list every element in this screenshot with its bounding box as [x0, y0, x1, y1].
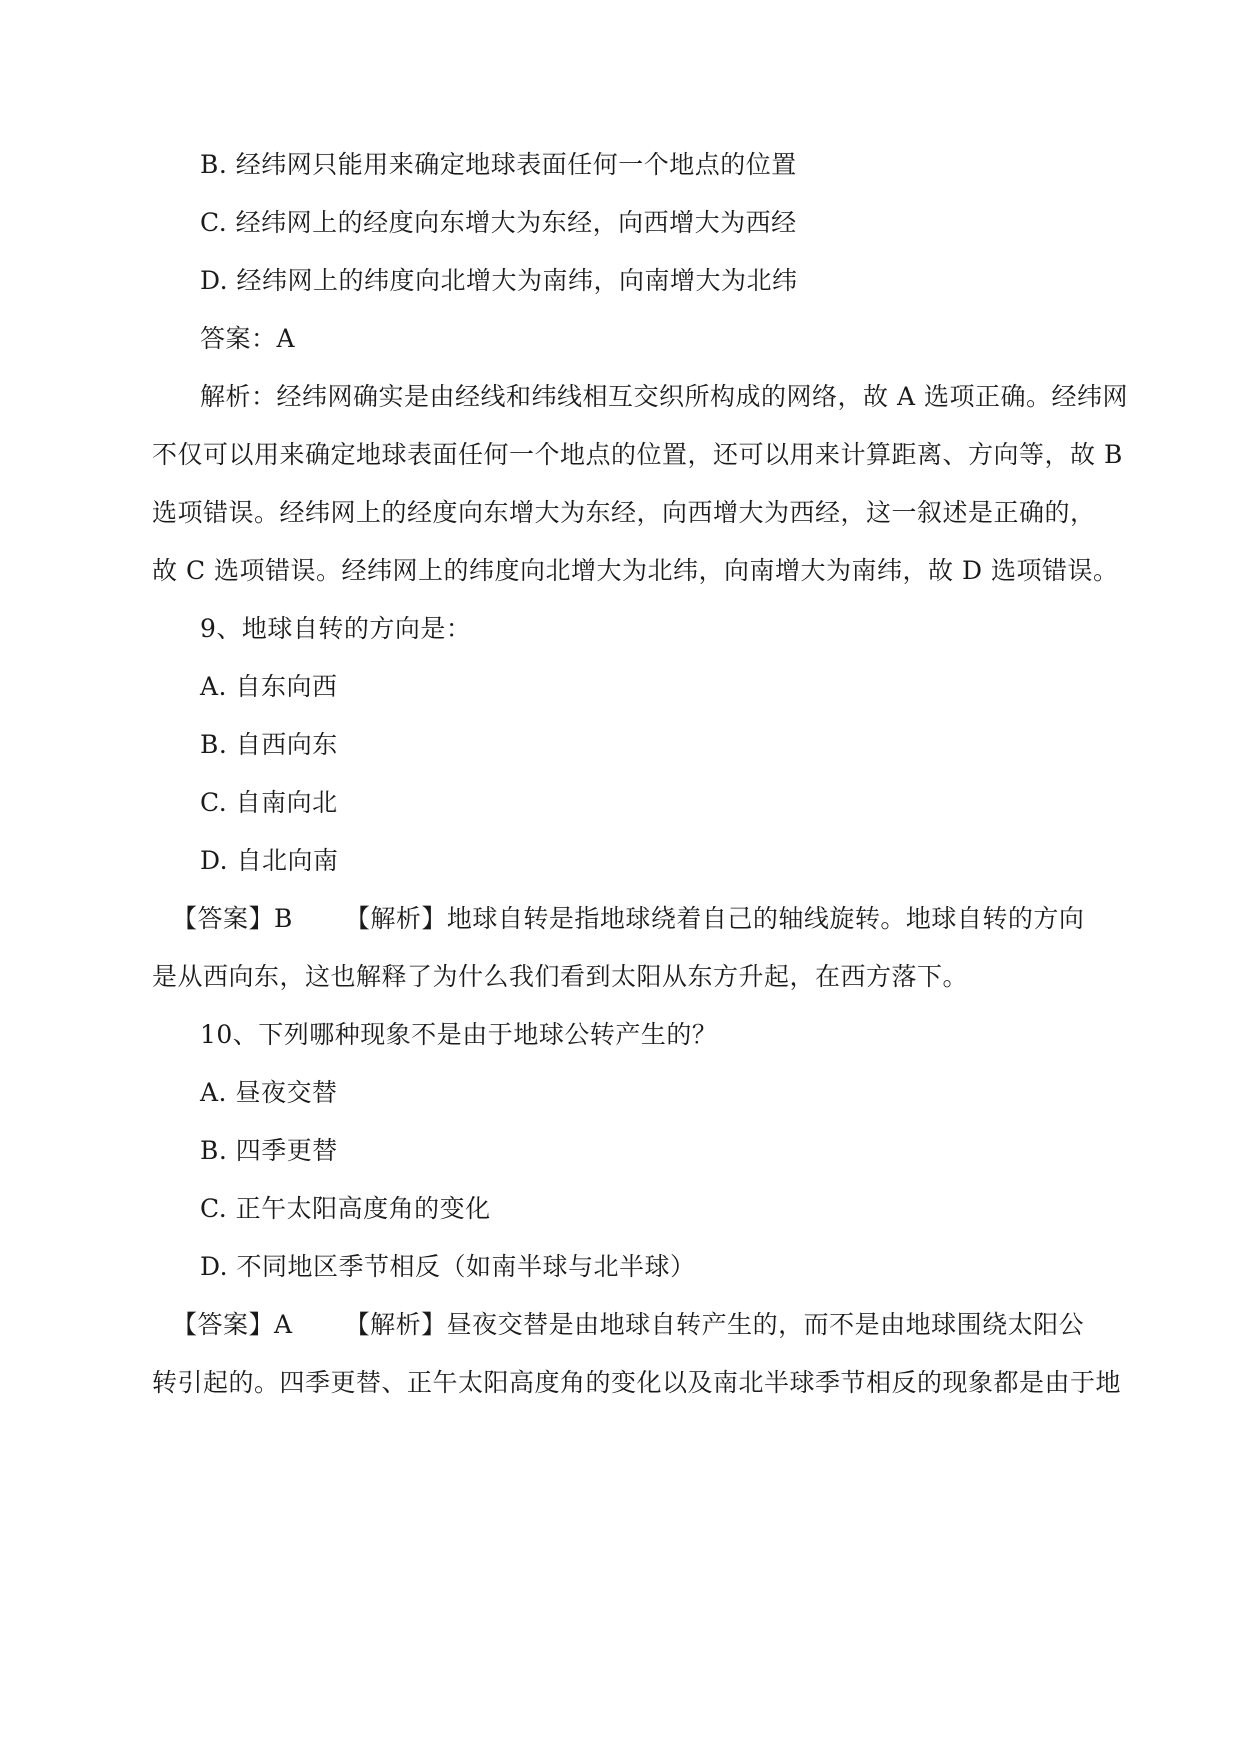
q10-option-c: C. 正午太阳高度角的变化 [200, 1194, 491, 1223]
q10-answer-analysis [172, 1308, 1084, 1342]
q8-option-c: C. 经纬网上的经度向东增大为东经，向西增大为西经 [200, 208, 797, 237]
q10-analysis-continued: 转引起的。四季更替、正午太阳高度角的变化以及南北半球季节相反的现象都是由于地 [152, 1368, 1122, 1397]
q9-analysis-continued: 是从西向东，这也解释了为什么我们看到太阳从东方升起，在西方落下。 [152, 962, 969, 991]
q8-option-b: B. 经纬网只能用来确定地球表面任何一个地点的位置 [200, 150, 797, 179]
q10-option-b: B. 四季更替 [200, 1136, 338, 1165]
q9-option-c: C. 自南向北 [200, 788, 338, 817]
q9-option-b: B. 自西向东 [200, 730, 338, 759]
q10-option-a: A. 昼夜交替 [200, 1078, 338, 1107]
q8-analysis-line: 解析：经纬网确实是由经线和纬线相互交织所构成的网络，故 A 选项正确。经纬网 [200, 382, 1128, 411]
q9-answer: 【答案】B [172, 904, 293, 933]
q8-answer: 答案：A [200, 324, 296, 353]
q10-question: 10、下列哪种现象不是由于地球公转产生的？ [200, 1020, 718, 1049]
q9-analysis: 【解析】地球自转是指地球绕着自己的轴线旋转。地球自转的方向 [344, 904, 1085, 933]
q8-option-d: D. 经纬网上的纬度向北增大为南纬，向南增大为北纬 [200, 266, 798, 295]
q9-question: 9、地球自转的方向是： [200, 614, 472, 643]
q9-option-a: A. 自东向西 [200, 672, 338, 701]
q8-analysis-line: 选项错误。经纬网上的经度向东增大为东经，向西增大为西经，这一叙述是正确的， [152, 498, 1096, 527]
q8-analysis-line: 故 C 选项错误。经纬网上的纬度向北增大为北纬，向南增大为南纬，故 D 选项错误。 [152, 556, 1119, 585]
q10-answer: 【答案】A [172, 1310, 293, 1339]
q10-option-d: D. 不同地区季节相反（如南半球与北半球） [200, 1252, 696, 1281]
q9-answer-analysis [172, 902, 1084, 936]
q9-option-d: D. 自北向南 [200, 846, 339, 875]
q10-analysis: 【解析】昼夜交替是由地球自转产生的，而不是由地球围绕太阳公 [344, 1310, 1085, 1339]
q8-analysis-line: 不仅可以用来确定地球表面任何一个地点的位置，还可以用来计算距离、方向等，故 B [152, 440, 1123, 469]
